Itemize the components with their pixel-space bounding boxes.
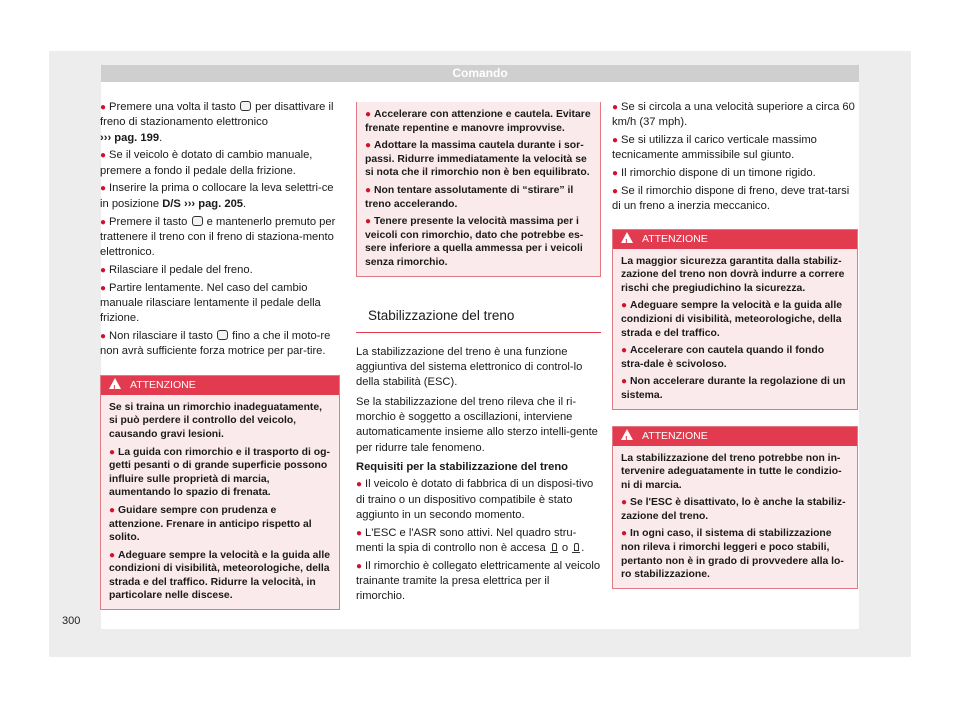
chapter-header: Comando [101,65,859,82]
warning-item [621,496,849,523]
bullet-icon: ● [100,282,107,294]
list-item [612,100,858,131]
list-item-text: Partire lentamente. Nel caso del cambio manuale rilasciare lentamente il pedale della frizione. [100,281,321,325]
list-item-text: Inserire la prima o collocare la leva selettri-ce in posizione [100,182,334,210]
esc-warning-lamp-icon [550,542,558,553]
bullet-icon: ● [621,497,628,509]
bullet-icon: ● [621,376,628,388]
warning-header [613,427,857,446]
warning-item-text: Tenere presente la velocità massima per i veicoli con rimorchio, dato che potrebbe es-sere inferiore a quella ammessa per i veicoli senza rimorchio. [365,216,584,268]
list-item [100,329,340,360]
warning-box [612,229,858,410]
warning-header [101,376,339,395]
bullet-icon: ● [621,528,628,540]
list-item [100,281,340,327]
list-item-text: Il rimorchio è collegato elettricamente al veicolo trainante tramite la presa elettrica per il rimorchio. [356,559,601,603]
warning-header [613,230,857,249]
warning-triangle-icon [621,429,633,440]
warning-title: ATTENZIONE [130,378,196,391]
bullet-icon: ● [612,135,619,147]
list-item [100,100,340,146]
warning-item [365,184,592,211]
warning-box [100,375,340,610]
warning-item [621,299,849,340]
list-item-text: Premere una volta il tasto [109,101,236,113]
list-item-text: L'ESC e l'ASR sono attivi. Nel quadro stru-menti la spia di controllo non è accesa [356,526,577,554]
warning-item [365,108,592,135]
warning-intro: La maggior sicurezza garantita dalla stabiliz-zazione del treno non dovrà indurre a correre rischi che pregiudichino la sicurezza. [621,255,845,294]
paragraph: La stabilizzazione del treno è una funzione aggiuntiva del sistema elettronico di control-lo della stabilità (ESC). [356,345,583,389]
list-item-text: Il veicolo è dotato di fabbrica di un disposi-tivo di traino o un dispositivo compatibile è stato aggiunto in un secondo momento. [356,478,594,521]
warning-box-continued [356,102,601,277]
warning-item-text: Non accelerare durante la regolazione di un sistema. [621,376,846,401]
column-2 [356,102,601,607]
list-item-text: . [243,197,247,210]
warning-item [109,504,331,545]
list-item [100,148,340,179]
warning-item-text: Guidare sempre con prudenza e attenzione. Frenare in anticipo rispetto al solito. [109,504,312,544]
warning-body [613,446,857,588]
list-item-text: Se il veicolo è dotato di cambio manuale, premere a fondo il pedale della frizione. [100,149,313,177]
list-item-text: Se si circola a una velocità superiore a circa 60 km/h (37 mph). [612,101,855,129]
page-reference-link[interactable]: ››› pag. 205 [180,197,244,210]
bullet-icon: ● [356,527,363,539]
warning-triangle-icon [109,378,121,389]
list-item [356,559,601,605]
bullet-icon: ● [621,300,628,312]
bullet-icon: ● [100,102,107,113]
list-item [100,181,340,212]
warning-body [101,395,339,609]
bullet-icon: ● [100,216,107,228]
bullet-icon: ● [100,183,107,195]
warning-item-text: La guida con rimorchio e il trasporto di og-getti pesanti o di grande superficie possono influire sulle proprietà di marcia, aumentando lo spazio di frenata. [109,446,330,499]
warning-intro: La stabilizzazione del treno potrebbe non in-tervenire adeguatamente in tutte le condizio-ni di marcia. [621,452,842,491]
list-item-text: o [558,541,572,554]
warning-item [365,139,592,180]
bullet-icon: ● [100,331,107,343]
warning-item-text: In ogni caso, il sistema di stabilizzazione non rileva i rimorchi leggeri e poco stabili, pertanto non è in grado di provvedere alla lo-ro stabilizzazione. [621,528,844,581]
subheading: Requisiti per la stabilizzazione del treno [356,460,568,473]
parking-brake-button-icon [217,330,228,340]
bullet-icon: ● [356,479,363,491]
list-item-text: Rilasciare il pedale del freno. [109,263,253,276]
warning-box [612,426,858,589]
warning-title: ATTENZIONE [642,429,708,442]
list-item-text: Se il rimorchio dispone di freno, deve trat-tarsi di un freno a inerzia meccanico. [612,184,850,213]
list-item-text: Il rimorchio dispone di un timone rigido. [621,167,816,180]
warning-title: ATTENZIONE [642,232,708,245]
bullet-icon: ● [109,549,116,561]
parking-brake-button-icon [192,216,203,226]
warning-item-text: Non tentare assolutamente di “stirare” il treno accelerando. [365,184,574,210]
column-3 [612,100,858,589]
warning-item [109,549,331,603]
paragraph: Se la stabilizzazione del treno rileva che il ri-morchio è soggetto a oscillazioni, interviene automaticamente insieme allo sterzo intelli-gente per ridurre tale fenomeno. [356,395,598,454]
warning-body [613,249,857,409]
warning-item [365,215,592,269]
warning-intro: Se si traina un rimorchio inadeguatamente, si può perdere il controllo del veicolo, causando gravi lesioni. [109,401,323,440]
list-item-text: Se si utilizza il carico verticale massimo tecnicamente ammissibile sul giunto. [612,134,817,162]
warning-triangle-icon [621,232,633,243]
list-item-text: . [581,541,585,554]
warning-item-text: Adottare la massima cautela durante i sor-passi. Ridurre immediatamente la velocità se si nota che il rimorchio non è ben equilibrato. [365,140,590,179]
list-item [356,477,601,523]
bullet-icon: ● [621,345,628,357]
bullet-icon: ● [365,216,372,228]
bullet-icon: ● [100,150,107,162]
warning-item [621,375,849,402]
warning-item-text: Accelerare con cautela quando il fondo stra-dale è scivoloso. [621,345,825,370]
warning-item-text: Accelerare con attenzione e cautela. Evitare frenate repentine e manovre improvvise. [365,109,591,134]
list-item-text: e mantenerlo premuto per trattenere il treno con il freno di staziona-mento elettronico. [100,215,336,259]
list-item-text: per disattivare il freno di stazionamento elettronico [100,101,334,129]
warning-item [621,527,849,581]
section-title: Stabilizzazione del treno [356,308,601,333]
warning-body [357,102,600,276]
bullet-icon: ● [612,102,619,113]
esc-off-lamp-icon [572,542,580,553]
gear-position-label: D/S [162,197,181,210]
bullet-icon: ● [109,446,116,458]
list-item-text: Non rilasciare il tasto [109,330,213,343]
warning-item [621,344,849,371]
bullet-icon: ● [100,264,107,276]
list-item [612,166,858,181]
bullet-icon: ● [612,168,619,180]
list-item [356,526,601,557]
column-1 [100,100,340,610]
page-number: 300 [62,615,81,627]
parking-brake-button-icon [240,101,251,111]
bullet-icon: ● [612,185,619,197]
list-item [100,263,340,278]
bullet-icon: ● [109,504,116,516]
warning-item-text: Adeguare sempre la velocità e la guida alle condizioni di visibilità, meteorologiche, della strada e del traffico. [621,300,842,339]
bullet-icon: ● [365,109,372,120]
list-item [612,184,858,215]
list-item-text: Premere il tasto [109,215,188,228]
list-item-text: fino a che il moto-re non avrà sufficiente forza motrice per par-tire. [100,330,331,358]
list-item [612,133,858,164]
bullet-icon: ● [365,184,372,196]
warning-item [109,446,331,500]
list-item [100,215,340,261]
bullet-icon: ● [365,140,372,152]
bullet-icon: ● [356,560,363,572]
list-item-text: . [159,131,163,144]
page-reference-link[interactable]: ››› pag. 199 [100,131,160,144]
warning-item-text: Adeguare sempre la velocità e la guida alle condizioni di visibilità, meteorologiche, della strada e del traffico. Ridurre la velocità, in particolare nelle discese. [109,549,330,602]
warning-item-text: Se l'ESC è disattivato, lo è anche la stabiliz-zazione del treno. [621,497,846,522]
